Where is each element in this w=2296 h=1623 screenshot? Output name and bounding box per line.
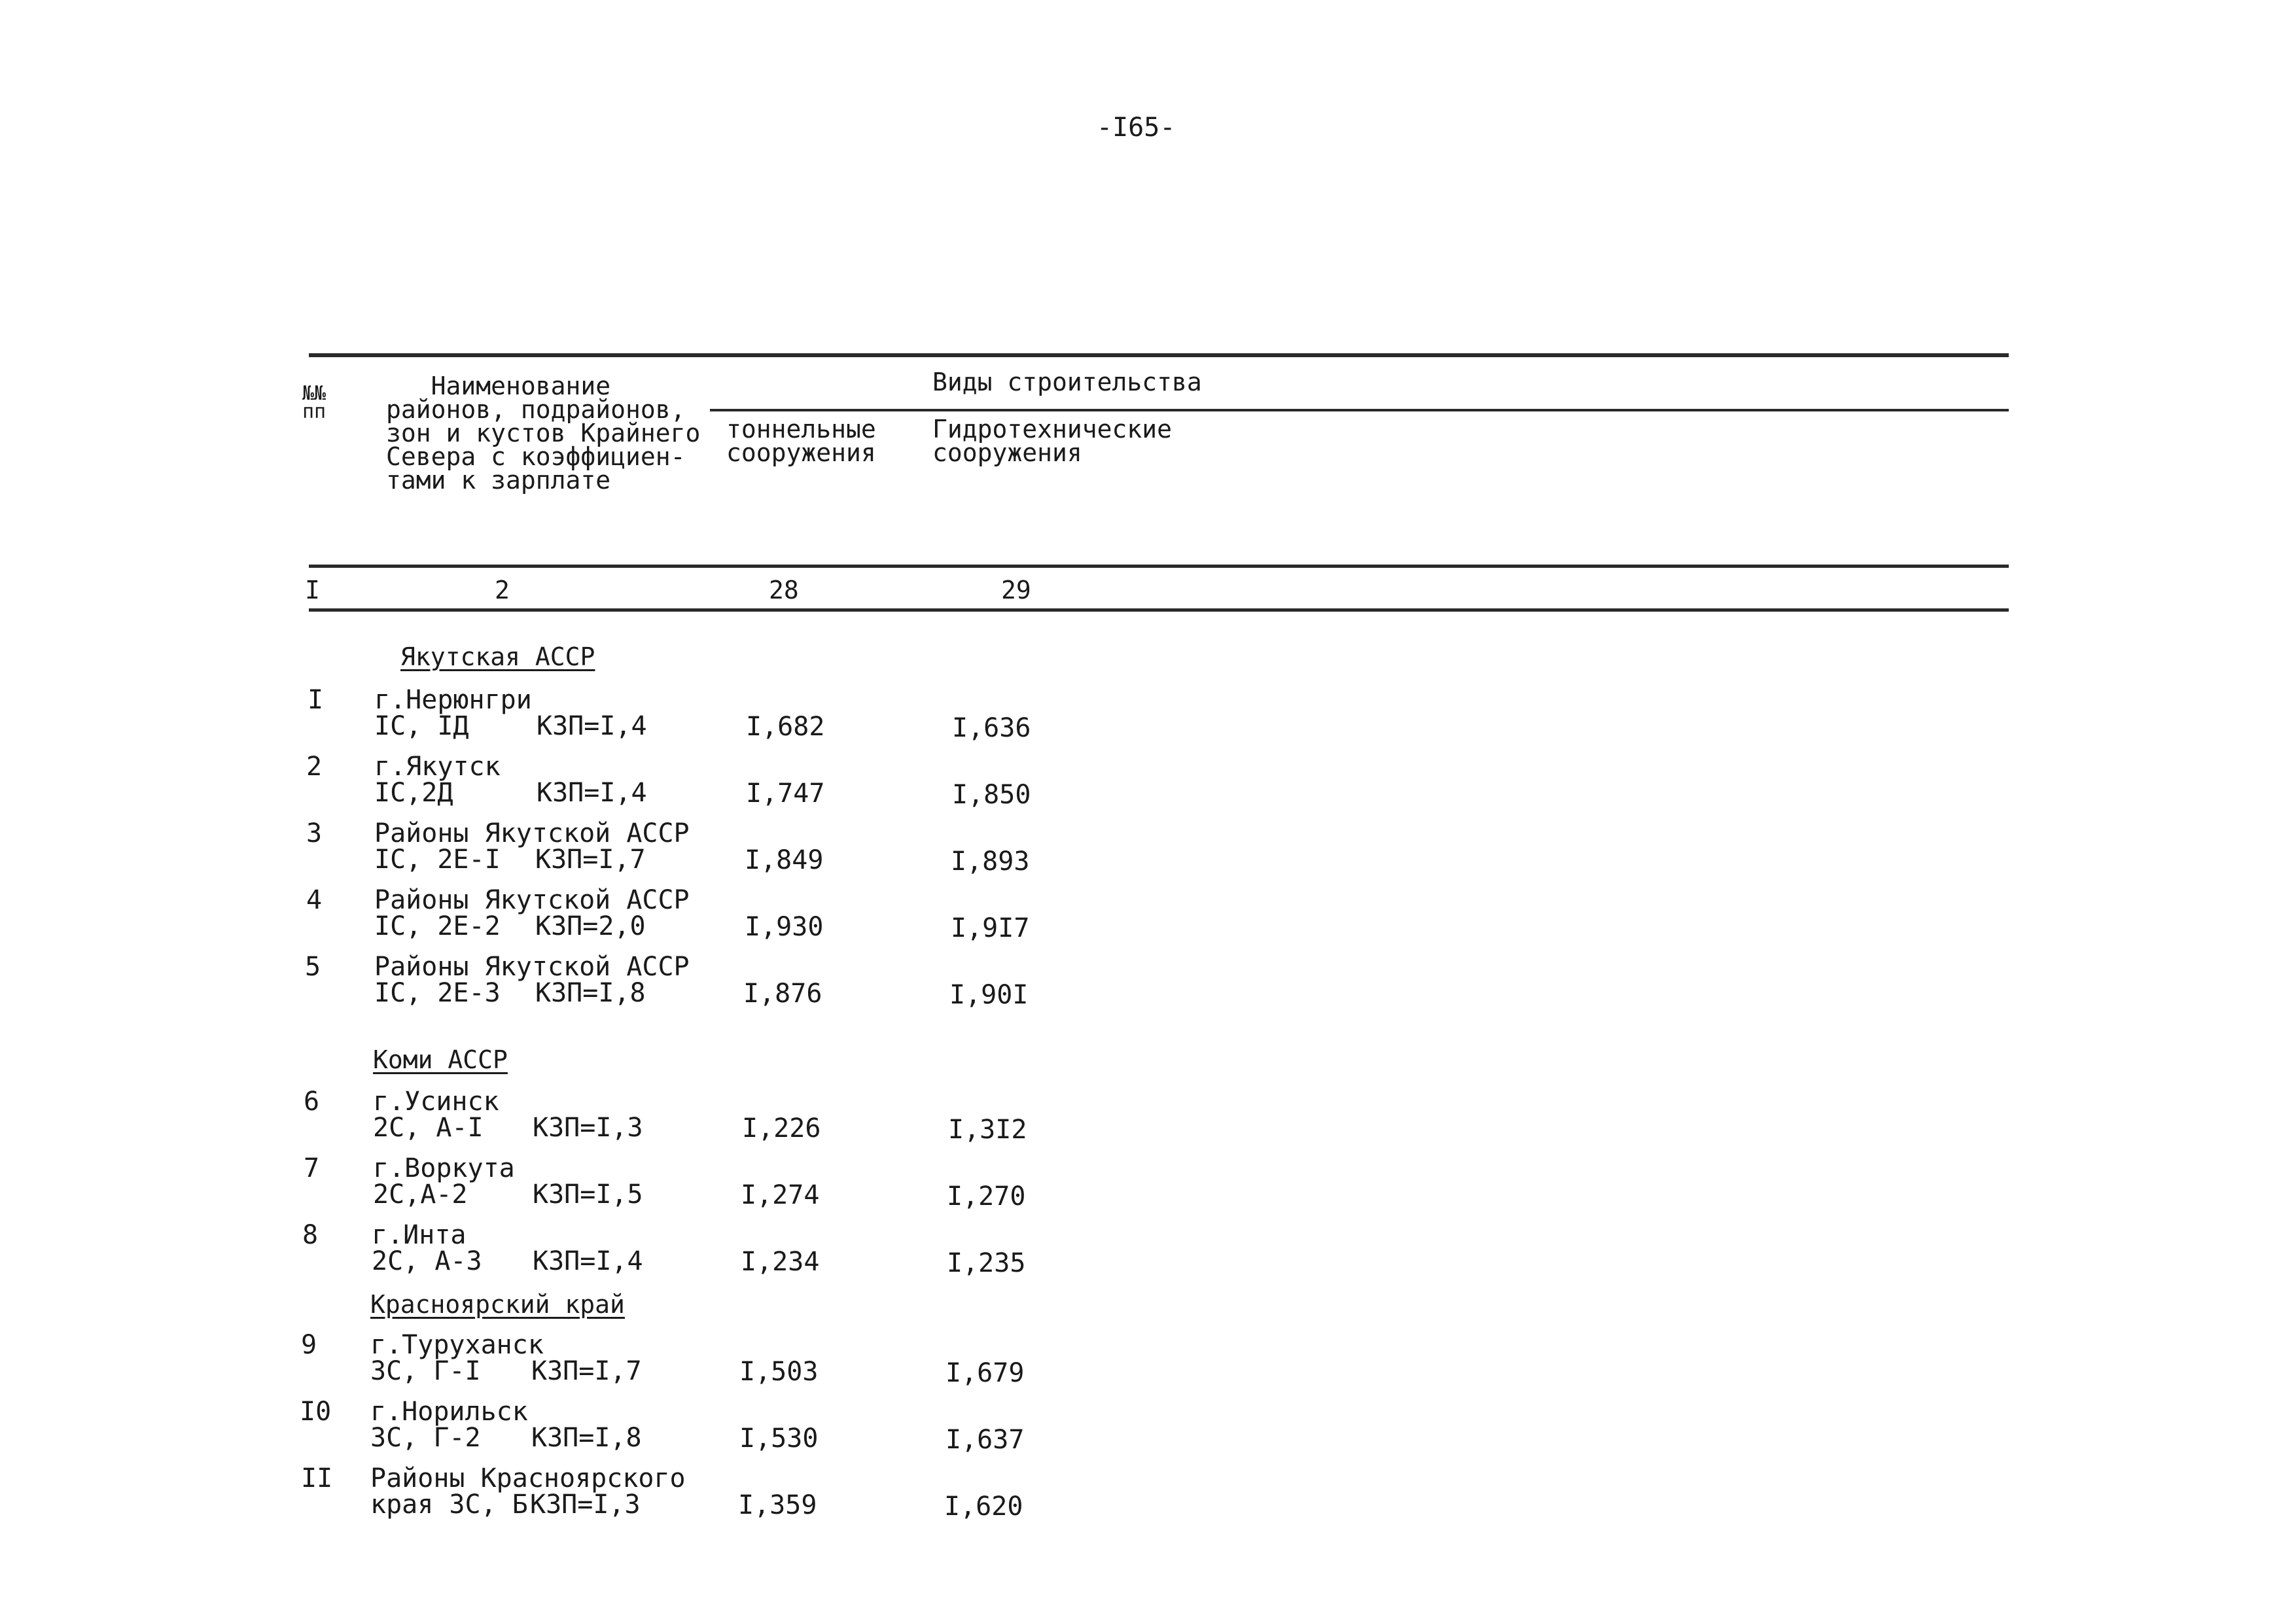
page-number: -I65-	[1097, 113, 1176, 143]
row-number: 7	[304, 1153, 320, 1183]
header-col29-label	[932, 415, 1173, 467]
column-number: 29	[1001, 576, 1031, 604]
row-value-hydro: I,235	[947, 1248, 1026, 1278]
row-coefficient: КЗП=I,5	[533, 1179, 643, 1210]
row-coefficient: КЗП=I,3	[533, 1113, 643, 1143]
header-col29-label-line: Гидротехнические	[932, 415, 1173, 444]
row-value-hydro: I,636	[952, 713, 1031, 743]
row-code: IC,2Д	[374, 778, 453, 808]
row-value-hydro: I,620	[944, 1492, 1023, 1522]
row-value-tunnel: I,930	[745, 912, 824, 942]
row-code: 3C, Г-2	[370, 1423, 481, 1453]
row-value-tunnel: I,747	[746, 778, 825, 809]
row-code: края 3C, Б	[370, 1490, 528, 1520]
row-value-tunnel: I,682	[746, 712, 825, 742]
row-number: 6	[304, 1087, 320, 1117]
row-number: I	[308, 685, 324, 715]
row-code: IC, IД	[374, 711, 469, 741]
row-value-tunnel: I,226	[742, 1113, 821, 1143]
row-value-tunnel: I,849	[745, 845, 824, 875]
row-code: IC, 2Е-3	[374, 978, 501, 1008]
row-coefficient: КЗП=I,4	[537, 778, 647, 808]
column-numbers-rule	[309, 608, 2009, 612]
header-name-label-line: районов, подрайонов,	[386, 395, 686, 424]
column-number: 28	[769, 576, 799, 604]
row-number: 5	[305, 952, 321, 982]
row-code: 2C, А-I	[373, 1113, 484, 1143]
row-coefficient: КЗП=I,8	[531, 1423, 642, 1453]
row-coefficient: КЗП=I,4	[537, 711, 647, 741]
row-name: г.Якутск	[374, 752, 501, 782]
row-name: г.Нерюнгри	[374, 685, 532, 715]
row-value-hydro: I,637	[945, 1425, 1025, 1455]
row-code: IC, 2Е-2	[374, 911, 501, 941]
header-number-label-line: пп	[302, 400, 327, 423]
row-coefficient: КЗП=I,8	[535, 978, 646, 1008]
header-name-label-line: Наименование	[386, 372, 611, 400]
section-title: Коми АССР	[373, 1045, 508, 1074]
column-number: I	[305, 576, 320, 604]
header-name-label-line: зон и кустов Крайнего	[386, 419, 701, 447]
row-coefficient: КЗП=I,7	[531, 1356, 642, 1386]
row-value-tunnel: I,274	[741, 1180, 820, 1210]
table-top-rule	[309, 353, 2009, 357]
row-number: 3	[306, 818, 323, 848]
row-code: 3C, Г-I	[370, 1356, 481, 1386]
row-coefficient: КЗП=I,7	[535, 845, 646, 875]
row-value-hydro: I,850	[952, 780, 1031, 810]
row-value-hydro: I,679	[945, 1358, 1025, 1388]
row-value-hydro: I,270	[947, 1181, 1026, 1212]
row-name: г.Усинск	[373, 1087, 499, 1117]
row-coefficient: КЗП=2,0	[535, 911, 646, 941]
header-bottom-rule	[309, 565, 2009, 568]
row-value-tunnel: I,530	[739, 1423, 819, 1454]
section-title: Красноярский край	[370, 1290, 625, 1319]
header-col28-label	[726, 415, 876, 467]
row-number: I0	[300, 1397, 332, 1427]
row-number: 2	[306, 752, 323, 782]
row-number: 9	[301, 1330, 317, 1360]
row-number: 8	[302, 1220, 319, 1250]
row-value-tunnel: I,503	[739, 1357, 819, 1387]
row-name: Районы Якутской АССР	[374, 952, 690, 982]
row-code: 2C, А-3	[372, 1246, 482, 1276]
row-coefficient: КЗП=I,3	[530, 1490, 641, 1520]
row-name: Районы Якутской АССР	[374, 885, 690, 915]
row-name: Районы Якутской АССР	[374, 818, 690, 848]
header-col28-label-line: тоннельные	[726, 415, 876, 444]
header-name-label-line: Севера с коэффициен-	[386, 442, 686, 471]
row-coefficient: КЗП=I,4	[533, 1246, 643, 1276]
row-code: 2C,А-2	[373, 1179, 468, 1210]
row-number: 4	[306, 885, 323, 915]
row-code: IC, 2Е-I	[374, 845, 501, 875]
row-value-hydro: I,90I	[949, 980, 1029, 1010]
row-value-hydro: I,3I2	[948, 1115, 1027, 1145]
row-value-hydro: I,9I7	[951, 913, 1030, 943]
header-group-label: Виды строительства	[932, 368, 1202, 396]
row-name: г.Норильск	[370, 1397, 528, 1427]
row-name: г.Туруханск	[370, 1330, 544, 1360]
row-value-tunnel: I,359	[738, 1490, 817, 1520]
header-col28-label-line: сооружения	[726, 438, 876, 467]
header-col29-label-line: сооружения	[932, 438, 1082, 467]
column-number: 2	[495, 576, 510, 604]
row-name: Районы Красноярского	[370, 1463, 686, 1493]
row-name: г.Воркута	[373, 1153, 515, 1183]
row-number: II	[301, 1463, 333, 1493]
row-value-tunnel: I,234	[741, 1247, 820, 1277]
section-title: Якутская АССР	[400, 642, 595, 671]
group-header-rule	[710, 409, 2009, 411]
row-name: г.Инта	[372, 1220, 467, 1250]
header-number-label	[302, 382, 327, 423]
header-name-label	[386, 372, 701, 495]
header-number-label-line: №№	[302, 382, 327, 405]
row-value-tunnel: I,876	[743, 979, 822, 1009]
row-value-hydro: I,893	[951, 846, 1030, 877]
header-name-label-line: тами к зарплате	[386, 466, 611, 495]
